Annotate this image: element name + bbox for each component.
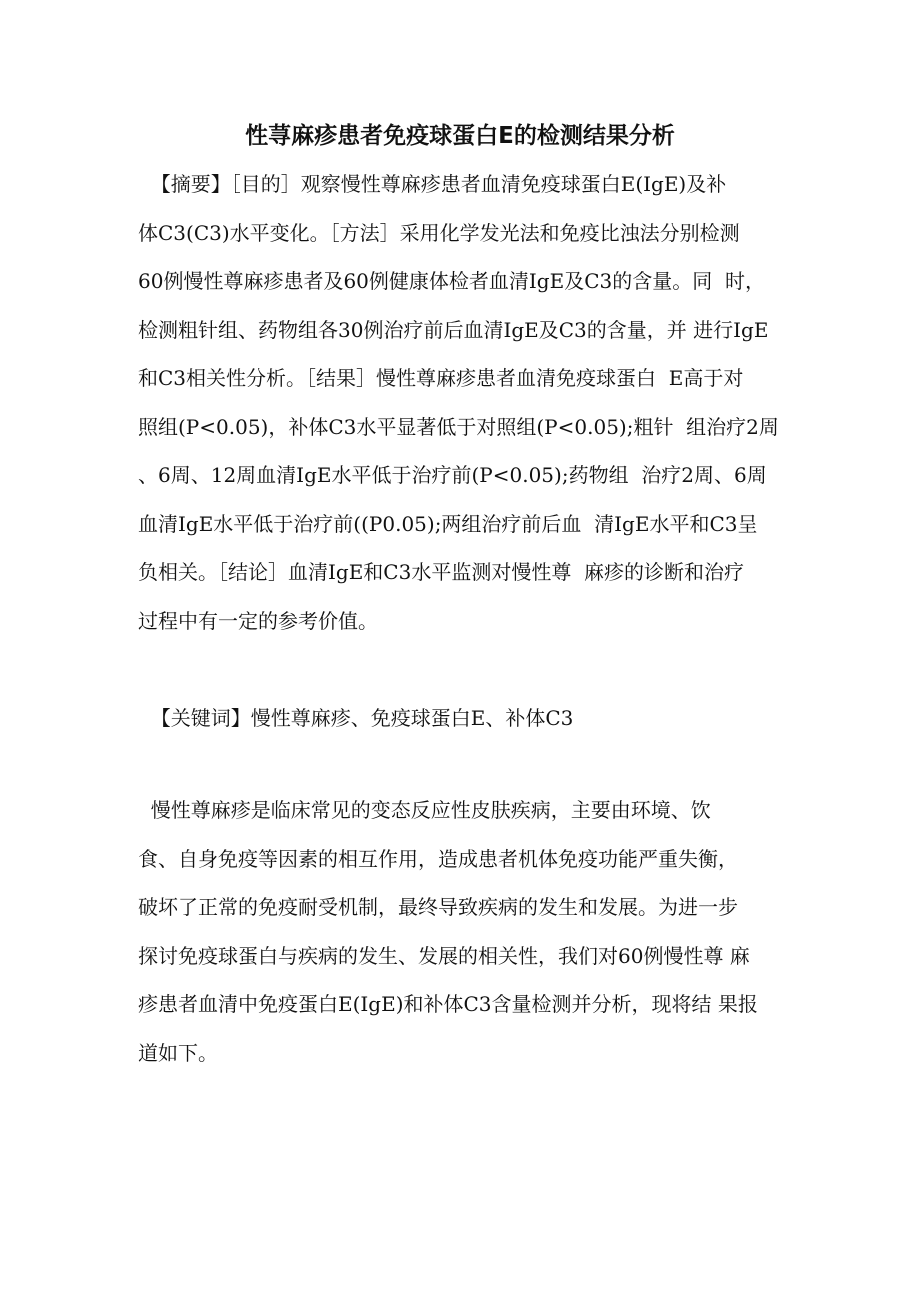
abstract-line: 体C3(C3)水平变化。［方法］采用化学发光法和免疫比浊法分别检测	[138, 220, 740, 245]
keywords-paragraph	[138, 694, 798, 743]
abstract-paragraph	[138, 160, 798, 645]
intro-line: 食、自身免疫等因素的相互作用，造成患者机体免疫功能严重失衡，	[138, 846, 738, 871]
document-title: 性荨麻疹患者免疫球蛋白E的检测结果分析	[245, 123, 675, 149]
intro-line: 破坏了正常的免疫耐受机制，最终导致疾病的发生和发展。为进一步	[138, 895, 738, 919]
keywords-line: 【关键词】慢性尊麻疹、免疫球蛋白E、补体C3	[138, 706, 574, 730]
abstract-line: 和C3相关性分析。［结果］慢性尊麻疹患者血清免疫球蛋白 E高于对	[138, 366, 744, 390]
intro-line: 探讨免疫球蛋白与疾病的发生、发展的相关性，我们对60例慢性尊 麻	[138, 943, 750, 968]
abstract-line: 【摘要】［目的］观察慢性尊麻疹患者血清免疫球蛋白E(IgE)及补	[138, 172, 727, 196]
intro-line: 慢性尊麻疹是临床常见的变态反应性皮肤疾病，主要由环境、饮	[138, 798, 711, 822]
abstract-line: 检测粗针组、药物组各30例治疗前后血清IgE及C3的含量，并 进行IgE	[138, 317, 769, 342]
abstract-line: 负相关。［结论］血清IgE和C3水平监测对慢性尊 麻疹的诊断和治疗	[138, 560, 745, 584]
introduction-paragraph	[138, 786, 798, 1077]
abstract-line: 60例慢性尊麻疹患者及60例健康体检者血清IgE及C3的含量。同 时，	[138, 269, 765, 293]
intro-line: 疹患者血清中免疫蛋白E(IgE)和补体C3含量检测并分析，现将结 果报	[138, 992, 758, 1016]
abstract-line: 过程中有一定的参考价值。	[138, 608, 378, 633]
intro-line: 道如下。	[138, 1040, 218, 1065]
abstract-line: 照组(P<0.05)，补体C3水平显著低于对照组(P<0.05);粗针 组治疗2周	[138, 414, 779, 439]
abstract-line: 、6周、12周血清IgE水平低于治疗前(P<0.05);药物组 治疗2周、6周	[138, 463, 767, 487]
abstract-line: 血清IgE水平低于治疗前((P0.05);两组治疗前后血 清IgE水平和C3呈	[138, 511, 758, 536]
